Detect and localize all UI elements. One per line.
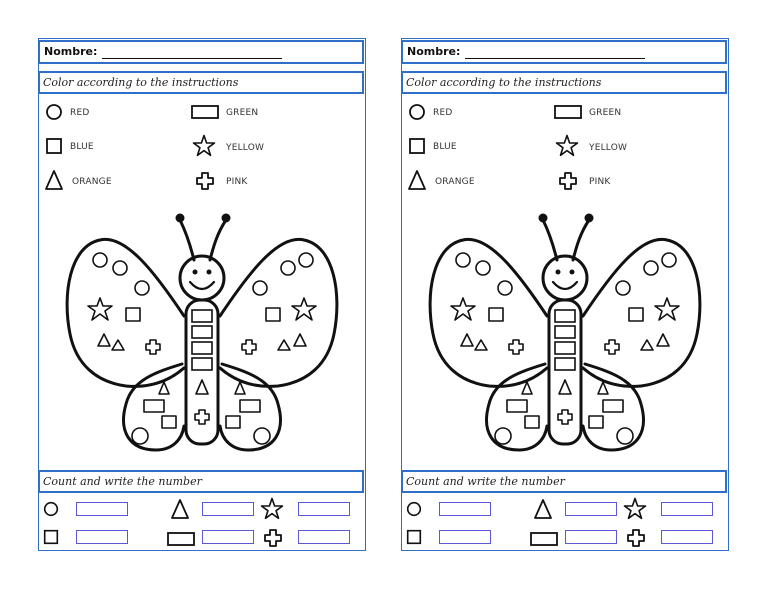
legend-color-label: YELLOW <box>589 143 628 153</box>
legend-color-label: ORANGE <box>72 177 112 187</box>
name-field-box[interactable] <box>38 40 364 64</box>
name-field-box[interactable] <box>401 40 727 64</box>
circle-icon <box>42 500 60 518</box>
legend-color-label: ORANGE <box>435 177 475 187</box>
rectangle-icon <box>529 529 559 549</box>
rectangle-icon <box>553 102 583 122</box>
cross-count-input[interactable] <box>661 530 713 544</box>
cross-icon <box>195 171 215 191</box>
square-count-input[interactable] <box>76 530 128 544</box>
rectangle-count-input[interactable] <box>202 530 254 544</box>
instruction-text: Color according to the instructions <box>43 76 239 89</box>
name-label: Nombre: <box>44 45 98 58</box>
star-count-input[interactable] <box>661 502 713 516</box>
triangle-count-input[interactable] <box>565 502 617 516</box>
instruction-box <box>401 71 727 94</box>
star-icon <box>555 134 579 158</box>
count-instruction-text: Count and write the number <box>43 475 202 488</box>
worksheet-left <box>38 38 366 551</box>
count-instruction-box <box>401 470 727 493</box>
legend-color-label: GREEN <box>226 108 259 118</box>
worksheet-right <box>401 38 729 551</box>
circle-count-input[interactable] <box>439 502 491 516</box>
cross-icon <box>626 528 646 548</box>
triangle-icon <box>170 498 190 520</box>
instruction-box <box>38 71 364 94</box>
legend-color-label: GREEN <box>589 108 622 118</box>
cross-icon <box>263 528 283 548</box>
legend-color-label: BLUE <box>70 142 94 152</box>
legend-color-label: BLUE <box>433 142 457 152</box>
legend-color-label: PINK <box>226 177 248 187</box>
square-icon <box>407 136 427 156</box>
star-icon <box>260 497 284 521</box>
butterfly-drawing[interactable] <box>56 204 346 464</box>
legend-color-label: YELLOW <box>226 143 265 153</box>
legend-color-label: RED <box>433 108 453 118</box>
rectangle-count-input[interactable] <box>565 530 617 544</box>
triangle-count-input[interactable] <box>202 502 254 516</box>
count-instruction-text: Count and write the number <box>406 475 565 488</box>
star-icon <box>192 134 216 158</box>
triangle-icon <box>407 169 427 191</box>
circle-icon <box>44 102 64 122</box>
square-icon <box>405 528 423 546</box>
rectangle-icon <box>190 102 220 122</box>
instruction-text: Color according to the instructions <box>406 76 602 89</box>
star-icon <box>623 497 647 521</box>
circle-icon <box>405 500 423 518</box>
cross-icon <box>558 171 578 191</box>
count-row-1 <box>38 500 364 522</box>
name-line[interactable] <box>102 58 282 59</box>
square-icon <box>42 528 60 546</box>
name-line[interactable] <box>465 58 645 59</box>
star-count-input[interactable] <box>298 502 350 516</box>
count-row-1 <box>401 500 727 522</box>
square-icon <box>44 136 64 156</box>
triangle-icon <box>44 169 64 191</box>
circle-count-input[interactable] <box>76 502 128 516</box>
square-count-input[interactable] <box>439 530 491 544</box>
triangle-icon <box>533 498 553 520</box>
rectangle-icon <box>166 529 196 549</box>
circle-icon <box>407 102 427 122</box>
count-instruction-box <box>38 470 364 493</box>
name-label: Nombre: <box>407 45 461 58</box>
count-row-2 <box>38 528 364 550</box>
count-row-2 <box>401 528 727 550</box>
cross-count-input[interactable] <box>298 530 350 544</box>
legend-color-label: PINK <box>589 177 611 187</box>
legend-color-label: RED <box>70 108 90 118</box>
butterfly-drawing[interactable] <box>419 204 709 464</box>
